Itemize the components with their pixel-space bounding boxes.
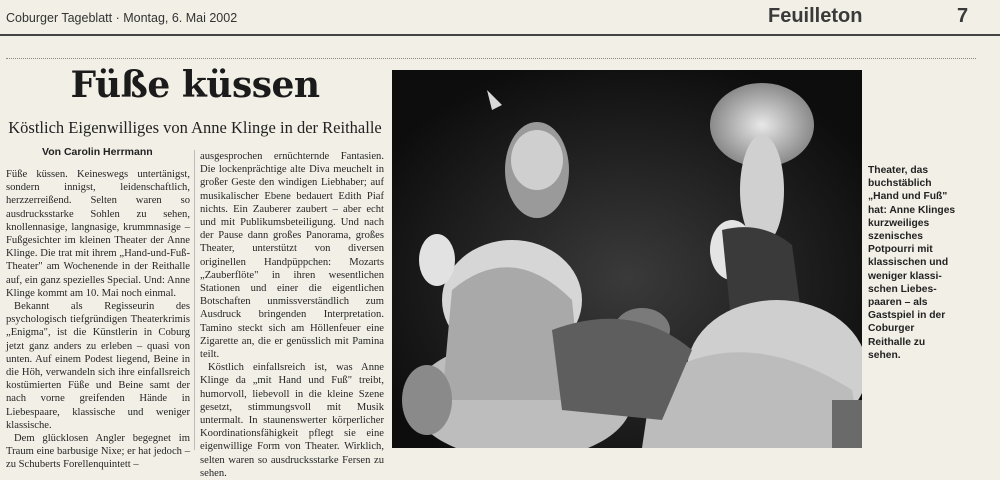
caption-line: Reithalle zu: [868, 336, 926, 348]
photo-caption: [868, 164, 968, 362]
paragraph: Köstlich einfallsreich ist, was Anne Klinge da „mit Hand und Fuß" treibt, humorvoll, liebevoll in die kleine Szene gesetzt, stimmungsvoll mit Musik untermalt. In staunenswerter körperlicher Koordinationsfähigkeit pflegt sie eine eigenwillige Form von Theater. Wirklich, selten waren so ausdrucksstarke Fersen zu sehen.: [200, 362, 384, 479]
article-photo: [392, 70, 862, 448]
caption-line: sehen.: [868, 349, 901, 361]
caption-line: klassischen und: [868, 257, 949, 269]
dotted-separator: [6, 58, 976, 59]
section-title: Feuilleton: [768, 5, 863, 27]
paragraph: Füße küssen. Keineswegs untertänigst, sondern innigst, leidenschaftlich, herzzerreißend. Selten waren so ausdrucksstarke Sohlen zu sehen, knollennasige, langnasige, krummnasige – Fußgesichter im kleinen Theater der Anne Klinge. Die trat mit ihrem „Hand-und-Fuß-Theater" am Wochenende in der Reithalle auf, ein ganz spezielles Special. Und: Anne Klinge kommt am 10. Mai noch einmal.: [6, 169, 190, 299]
article-column-1: [6, 168, 190, 472]
caption-line: buchstäblich: [868, 178, 932, 190]
article-subheadline: Köstlich Eigenwilliges von Anne Klinge in der Reithalle: [8, 118, 382, 137]
article-headline: Füße küssen: [70, 64, 320, 106]
caption-line: Theater, das: [868, 165, 929, 176]
paragraph: Dem glücklosen Angler begegnet im Traum eine barbusige Nixe; er hat jedoch – zu Schuberts Forellenquintett –: [6, 433, 190, 471]
caption-line: schen Liebes-: [868, 283, 937, 295]
column-divider: [194, 150, 195, 450]
paper-name-date: Coburger Tageblatt · Montag, 6. Mai 2002: [6, 11, 238, 25]
article-byline: Von Carolin Herrmann: [42, 146, 153, 158]
puppet-theater-photo: [392, 70, 862, 448]
caption-line: Coburger: [868, 323, 915, 335]
caption-line: szenisches: [868, 231, 923, 243]
caption-line: „Hand und Fuß": [868, 191, 948, 203]
header-rule: [0, 34, 1000, 36]
caption-line: Potpourri mit: [868, 244, 933, 256]
caption-line: Gastspiel in der: [868, 310, 946, 322]
caption-line: kurzweiliges: [868, 217, 930, 229]
page-number: 7: [957, 5, 969, 27]
page-header: [0, 0, 1000, 36]
article-column-2: [200, 150, 384, 480]
paragraph: ausgesprochen ernüchternde Fantasien. Die lockenprächtige alte Diva meuchelt in großer Geste den windigen Liebhaber; auf musikalischer Ebene bedauert Edith Piaf nichts. Ein Zauberer zaubert – aber echt und mit Publikumsbeteiligung. Und nach der Pause dann großes Panorama, großes Theater, unterstützt von diversen originellen Handpüppchen: Mozarts „Zauberflöte" in ihren wesentlichen Stationen und einer die eigentlichen Botschaften unmissverständlich zum Ausdruck bringenden Interpretation. Tamino steckt sich am Höllenfeuer eine Zigarette an, die er genüsslich mit Pamina teilt.: [200, 151, 384, 361]
caption-line: weniger klassi-: [868, 270, 942, 282]
caption-line: paaren – als: [868, 297, 928, 309]
paragraph: Bekannt als Regisseurin des psychologisch tiefgründigen Theaterkrimis „Enigma", ist die Künstlerin in Coburg jetzt ganz anders zu erleben – quasi von unten. Auf einem Podest liegend, Beine in die Höh, verwandeln sich ihre einfallsreich kostümierten Füße und Beine samt der nach vorne greifenden Hände in Liebespaare, klassische und weniger klassische.: [6, 301, 190, 431]
caption-line: hat: Anne Klinges: [868, 204, 956, 216]
